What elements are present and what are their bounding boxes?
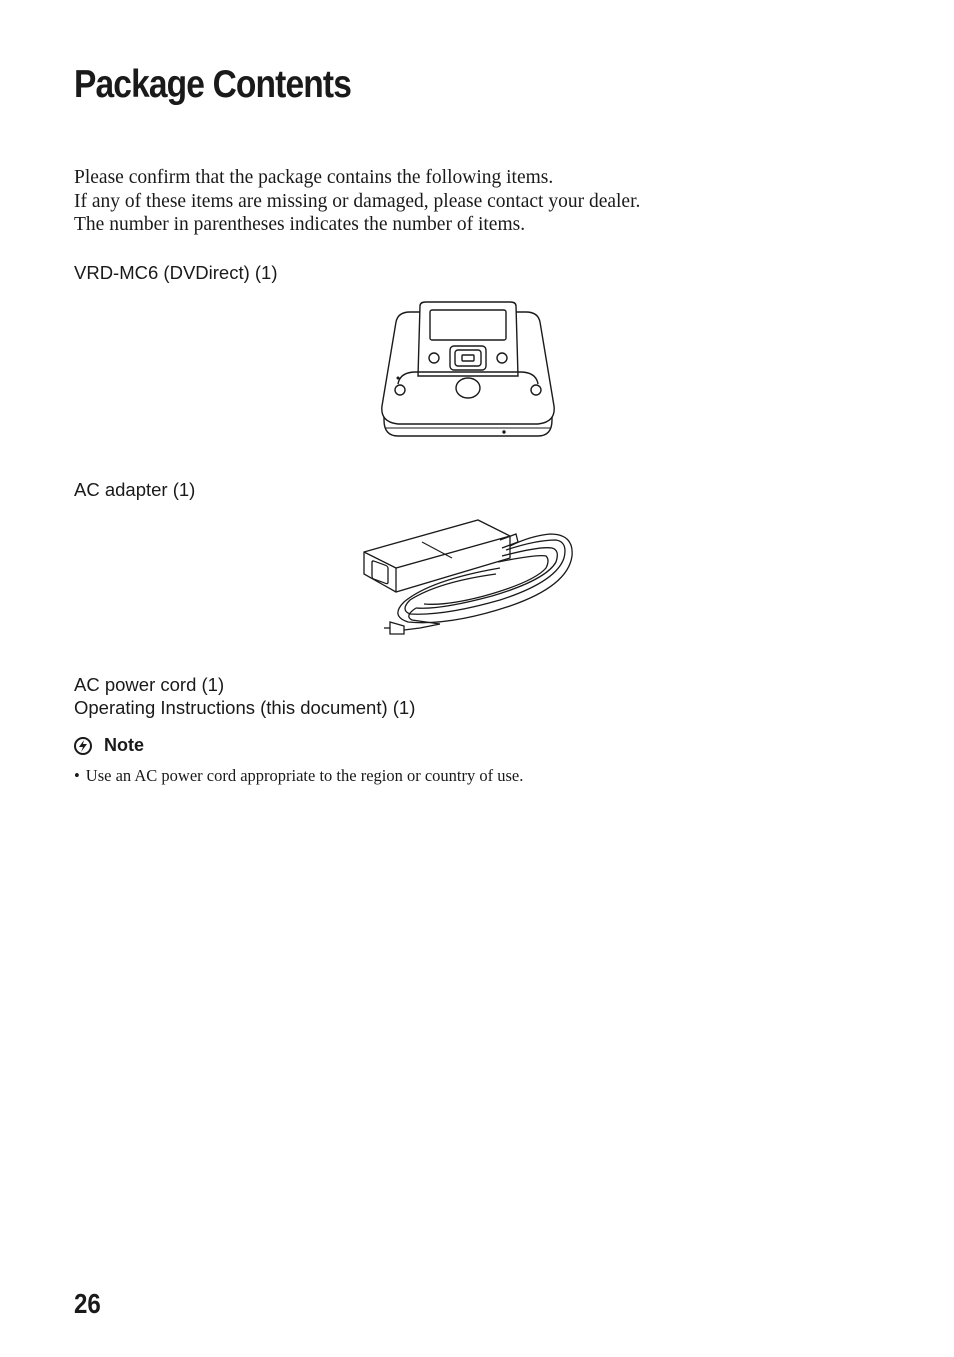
note-header — [74, 735, 144, 756]
item-label-ac-adapter: AC adapter (1) — [74, 479, 196, 500]
item-label-ac-power-cord: AC power cord (1) — [74, 674, 225, 695]
item-label-operating-instructions: Operating Instructions (this document) (1) — [74, 697, 416, 718]
dvdirect-device-illustration — [376, 298, 560, 442]
note-bullet — [74, 765, 523, 787]
intro-text — [74, 166, 640, 237]
intro-line: Please confirm that the package contains the following items. — [74, 167, 554, 188]
bullet-marker: • — [74, 766, 80, 785]
page-number: 26 — [74, 1288, 101, 1319]
note-warning-icon — [74, 737, 92, 755]
page-title: Package Contents — [74, 63, 352, 106]
item-label-dvdirect: VRD-MC6 (DVDirect) (1) — [74, 262, 278, 283]
note-title: Note — [104, 735, 144, 755]
note-list — [74, 765, 523, 787]
intro-line: The number in parentheses indicates the number of items. — [74, 214, 526, 235]
intro-line: If any of these items are missing or damaged, please contact your dealer. — [74, 190, 641, 212]
ac-adapter-illustration — [360, 516, 578, 642]
note-bullet-text: Use an AC power cord appropriate to the region or country of use. — [85, 766, 524, 785]
